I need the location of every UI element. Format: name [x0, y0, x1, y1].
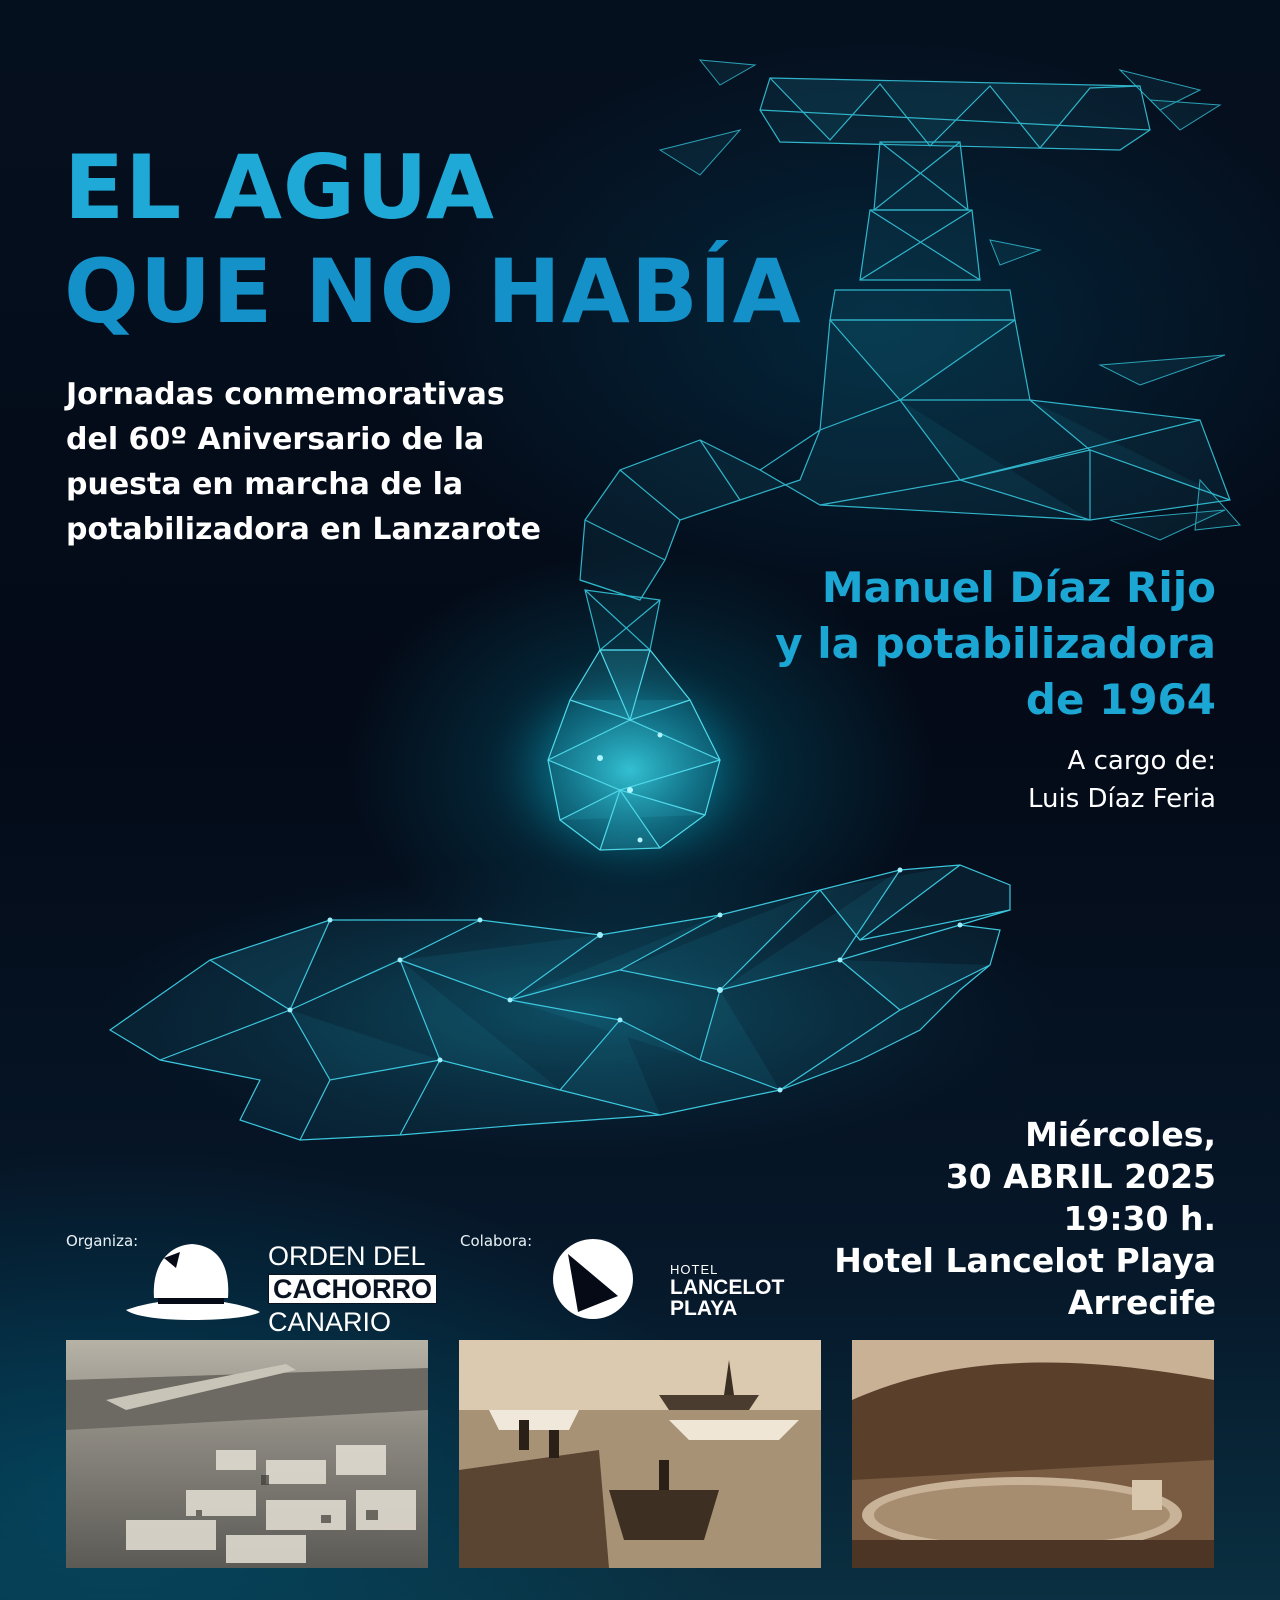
- hotel-logo-text: [670, 1262, 784, 1319]
- organizer-line-3: CANARIO: [268, 1307, 392, 1337]
- event-details: [834, 1114, 1216, 1324]
- event-city: Arrecife: [1067, 1283, 1216, 1322]
- poster-title: [64, 136, 802, 344]
- event-time: 19:30 h.: [1063, 1199, 1216, 1238]
- title-line-1: EL AGUA: [64, 136, 496, 239]
- collaborator-label: Colabora:: [460, 1232, 533, 1250]
- talk-title: [696, 560, 1216, 728]
- hotel-line-2: PLAYA: [670, 1297, 738, 1320]
- reservoir-landscape-photo: [852, 1340, 1214, 1568]
- organizer-line-2: CACHORRO: [268, 1274, 437, 1304]
- aerial-town-photo: [66, 1340, 428, 1568]
- organizer-line-1: ORDEN DEL: [268, 1241, 426, 1271]
- hotel-small-label: HOTEL: [670, 1262, 719, 1277]
- speaker-name: Luis Díaz Feria: [1027, 784, 1216, 814]
- talk-line-2: y la potabilizadora: [775, 619, 1216, 668]
- talk-line-1: Manuel Díaz Rijo: [821, 563, 1216, 612]
- subtitle-line-4: potabilizadora en Lanzarote: [66, 512, 541, 547]
- organizer-line-2-wrap: [268, 1273, 437, 1306]
- event-date: 30 ABRIL 2025: [945, 1157, 1216, 1196]
- title-line-2: QUE NO HABÍA: [64, 240, 802, 343]
- talk-line-3: de 1964: [1025, 675, 1216, 724]
- hotel-line-1: LANCELOT: [670, 1276, 785, 1299]
- speaker-block: [1028, 742, 1216, 818]
- event-subtitle: [66, 372, 586, 552]
- subtitle-line-2: del 60º Aniversario de la: [66, 422, 485, 457]
- harbor-boats-photo: [459, 1340, 821, 1568]
- speaker-label: A cargo de:: [1067, 746, 1216, 776]
- hat-icon: [124, 1240, 264, 1330]
- event-venue: Hotel Lancelot Playa: [834, 1241, 1216, 1280]
- subtitle-line-3: puesta en marcha de la: [66, 467, 464, 502]
- event-day: Miércoles,: [1025, 1115, 1216, 1154]
- lancelot-logo-icon: [548, 1234, 638, 1324]
- organizer-label: Organiza:: [66, 1232, 139, 1250]
- subtitle-line-1: Jornadas conmemorativas: [66, 377, 505, 412]
- organizer-name: [268, 1240, 437, 1339]
